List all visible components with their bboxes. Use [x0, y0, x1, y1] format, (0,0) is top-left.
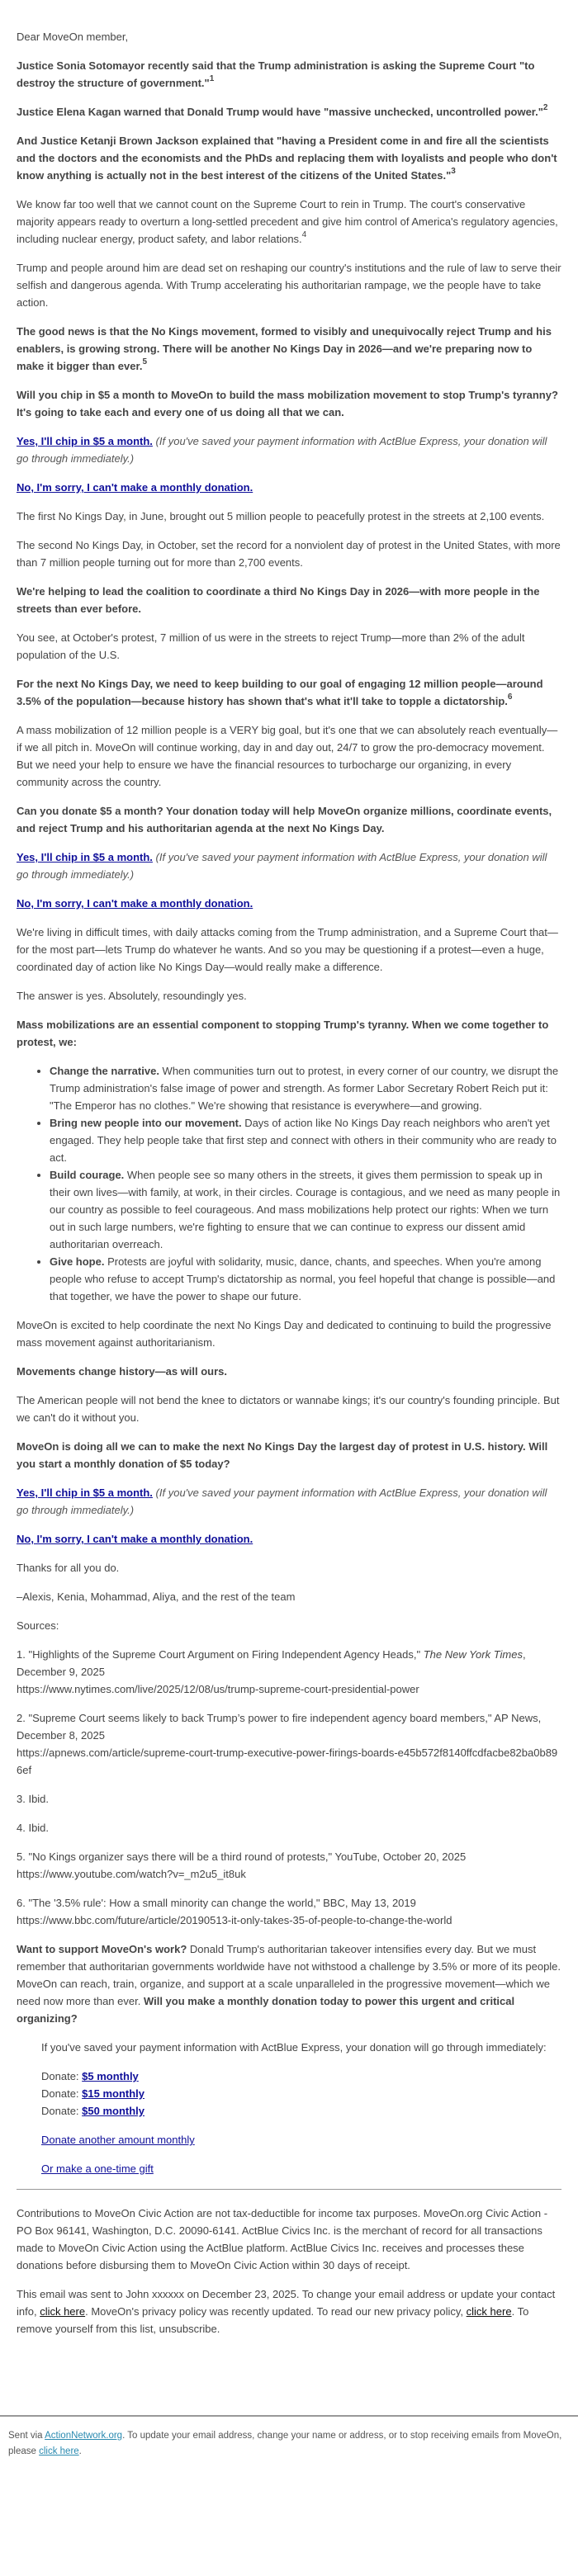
sources-label: Sources: [17, 1619, 59, 1632]
legal-disclaimer: Contributions to MoveOn Civic Action are not tax-deductible for income tax purposes. MoveOn.org Civic Action - PO Box 96141, Washington, D.C. 20090-6141. ActBlue Civics Inc. is the merchant of record for all transactions made to MoveOn Civic Action using the ActBlue platform. ActBlue Civics Inc. receives and processes these donations before disbursing them to MoveOn Civic Action within 30 days of receipt. [17, 2207, 548, 2271]
footnote-ref: 4 [301, 230, 307, 239]
list-item: • Give hope. Protests are joyful with solidarity, music, dance, chants, and speeches. When you're among people who refuse to accept Trump's dictatorship as normal, you feel hopeful that change is possible—and that together, we have the power to shape our future. [50, 1253, 561, 1305]
paragraph: We're living in difficult times, with daily attacks coming from the Trump administration, and a Supreme Court that—for the most part—lets Trump do whatever he wants. And so you may be questioning if a protest—even a huge, coordinated day of action like No Kings Day—would really make a difference. [17, 926, 558, 973]
paragraph: MoveOn is doing all we can to make the next No Kings Day the largest day of protest in U.S. history. Will you start a monthly donation of $5 today? [17, 1440, 548, 1470]
action-network-link[interactable]: ActionNetwork.org [45, 2431, 123, 2441]
paragraph: Mass mobilizations are an essential component to stopping Trump's tyranny. When we come together to protest, we: [17, 1019, 549, 1048]
donate-15-monthly-link[interactable]: $15 monthly [82, 2087, 145, 2100]
closing: Thanks for all you do. [17, 1562, 120, 1574]
paragraph: Justice Sonia Sotomayor recently said that the Trump administration is asking the Supreme Court "to destroy the structure of government."$^1$ [17, 59, 535, 89]
footnote-ref: 2 [542, 103, 548, 112]
list-item: • Build courage. When people see so many others in the streets, it gives them permission to speak up in their own lives—with family, at work, in their circles. Courage is contagious, and we need as many people in our country as possible to feel courageous. And mass mobilizations help protect our rights: When we turn out in such large numbers, we're fighting to ensure that we can continue to express our dissent amid authoritarian overreach. [50, 1166, 561, 1253]
footnote-ref: 3 [451, 167, 456, 176]
appeal-paragraph: Want to support MoveOn's work? Donald Trump's authoritarian takeover intensifies every day. But we must remember that authoritarian governments worldwide have not withstood a challenge by 3.5% or more of its people. MoveOn can reach, train, organize, and support at a scale unparalleled in the progressive movement—which we need now more than ever. Will you make a monthly donation today to power this urgent and critical organizing? [17, 1943, 561, 2025]
paragraph: We're helping to lead the coalition to coordinate a third No Kings Day in 2026—with more people in the streets than ever before. [17, 585, 540, 615]
source-url: https://www.nytimes.com/live/2025/12/08/us/trump-supreme-court-presidential-power [17, 1683, 419, 1695]
donate-intro: If you've saved your payment information with ActBlue Express, your donation will go through immediately: [41, 2041, 547, 2054]
footnote-ref: 1 [209, 74, 215, 83]
paragraph: The second No Kings Day, in October, set the record for a nonviolent day of protest in the United States, with more than 7 million people turning out for more than 2,700 events. [17, 539, 561, 569]
paragraph: A mass mobilization of 12 million people is a VERY big goal, but it's one that we can absolutely reach eventually—if we all pitch in. MoveOn will continue working, day in and day out, 24/7 to grow the pro-democracy movement. But we need your help to ensure we have the financial resources to turbocharge our organizing, in every community across the country. [17, 724, 558, 788]
source-url: https://apnews.com/article/supreme-court-trump-executive-power-firings-boards-e45b572f8140ffcdfacbe82ba0b896ef [17, 1746, 558, 1776]
action-network-footer: Sent via ActionNetwork.org. To update your email address, change your name or address, or to stop receiving emails from MoveOn, please click here. [0, 2415, 578, 2484]
paragraph: You see, at October's protest, 7 million of us were in the streets to reject Trump—more than 2% of the adult population of the U.S. [17, 631, 525, 661]
reasons-list [17, 1062, 561, 1305]
cta-note: (If you've saved your payment information with ActBlue Express, your donation will go through immediately.) [17, 851, 547, 881]
source-item: 1. "Highlights of the Supreme Court Argument on Firing Independent Agency Heads," The New York Times, December 9, 2025 https://www.nytimes.com/live/2025/12/08/us/trump-supreme-court-presidential-power [17, 1648, 526, 1695]
paragraph: For the next No Kings Day, we need to keep building to our goal of engaging 12 million people—around 3.5% of the population—because history has shown that's what it'll take to topple a dictatorship.$^6$ [17, 678, 543, 707]
manage-subscription-link[interactable]: click here [39, 2446, 79, 2456]
source-item: 4. Ibid. [17, 1822, 50, 1834]
greeting: Dear MoveOn member, [17, 31, 129, 43]
no-donate-link[interactable]: No, I'm sorry, I can't make a monthly donation. [17, 897, 253, 910]
paragraph: MoveOn is excited to help coordinate the next No Kings Day and dedicated to continuing to build the progressive mass movement against authoritarianism. [17, 1319, 552, 1349]
cta-no [17, 479, 561, 496]
donate-box [17, 2039, 561, 2177]
yes-donate-link[interactable]: Yes, I'll chip in $5 a month. [17, 1487, 153, 1499]
no-donate-link[interactable]: No, I'm sorry, I can't make a monthly donation. [17, 481, 253, 494]
yes-donate-link[interactable]: Yes, I'll chip in $5 a month. [17, 851, 153, 863]
yes-donate-link[interactable]: Yes, I'll chip in $5 a month. [17, 435, 153, 447]
email-footer: This email was sent to John xxxxxx on December 23, 2025. To change your email address or update your contact info, click here. MoveOn's privacy policy was recently updated. To read our new privacy policy, click here. To remove yourself from this list, unsubscribe. [17, 2288, 556, 2335]
divider [17, 2189, 561, 2190]
source-url: https://www.youtube.com/watch?v=_m2u5_it8uk [17, 1868, 246, 1880]
donate-5-monthly-link[interactable]: $5 monthly [82, 2070, 139, 2082]
source-item: 2. "Supreme Court seems likely to back Trump’s power to fire independent agency board members," AP News, December 8, 2025 https://apnews.com/article/supreme-court-trump-executive-power-firings-boards-e45b572f8140ffcdfacbe82ba0b896ef [17, 1712, 558, 1776]
privacy-policy-link[interactable]: click here [466, 2305, 512, 2318]
one-time-gift-link[interactable]: Or make a one-time gift [41, 2162, 154, 2175]
paragraph: Trump and people around him are dead set on reshaping our country's institutions and the rule of law to serve their selfish and dangerous agenda. With Trump accelerating his authoritarian rampage, we the people have to take action. [17, 262, 561, 309]
paragraph: Movements change history—as will ours. [17, 1365, 228, 1378]
paragraph: The good news is that the No Kings movement, formed to visibly and unequivocally reject Trump and his enablers, is growing strong. There will be another No Kings Day in 2026—and we're preparing now to make it bigger than ever.$^5$ [17, 325, 552, 372]
paragraph: The answer is yes. Absolutely, resoundingly yes. [17, 990, 247, 1002]
cta-yes [17, 848, 561, 883]
source-item: 6. "The '3.5% rule': How a small minority can change the world," BBC, May 13, 2019 https://www.bbc.com/future/article/20190513-it-only-takes-35-of-people-to-change-the-world [17, 1897, 452, 1926]
cta-no [17, 895, 561, 912]
source-item: 5. "No Kings organizer says there will be a third round of protests," YouTube, October 20, 2025 https://www.youtube.com/watch?v=_m2u5_it8uk [17, 1850, 467, 1880]
cta-yes [17, 1484, 561, 1519]
cta-yes [17, 432, 561, 467]
signature: –Alexis, Kenia, Mohammad, Aliya, and the rest of the team [17, 1591, 296, 1603]
paragraph: We know far too well that we cannot count on the Supreme Court to rein in Trump. The court's conservative majority appears ready to overturn a long-settled precedent and give him control of America's regulatory agencies, including nuclear energy, product safety, and labor relations.$^4$ [17, 198, 558, 245]
paragraph: Justice Elena Kagan warned that Donald Trump would have "massive unchecked, uncontrolled power."$^2$ [17, 103, 548, 118]
cta-note: (If you've saved your payment information with ActBlue Express, your donation will go through immediately.) [17, 435, 547, 465]
cta-note: (If you've saved your payment information with ActBlue Express, your donation will go through immediately.) [17, 1487, 547, 1516]
footnote-ref: 6 [507, 692, 513, 702]
list-item: • Bring new people into our movement. Days of action like No Kings Day reach neighbors who aren't yet engaged. They help people take that first step and connect with others in their community who are ready to act. [50, 1114, 561, 1166]
donate-options: Donate: $5 monthly Donate: $15 monthly Donate: $50 monthly [41, 2070, 145, 2117]
donate-50-monthly-link[interactable]: $50 monthly [82, 2105, 145, 2117]
source-url: https://www.bbc.com/future/article/20190513-it-only-takes-35-of-people-to-change-the-world [17, 1914, 452, 1926]
no-donate-link[interactable]: No, I'm sorry, I can't make a monthly donation. [17, 1533, 253, 1545]
paragraph: The American people will not bend the knee to dictators or wannabe kings; it's our country's founding principle. But we can't do it without you. [17, 1394, 560, 1424]
source-item: 3. Ibid. [17, 1793, 50, 1805]
update-contact-link[interactable]: click here [40, 2305, 86, 2318]
footnote-ref: 5 [142, 357, 148, 366]
paragraph: The first No Kings Day, in June, brought out 5 million people to peacefully protest in the streets at 2,100 events. [17, 510, 545, 522]
donate-other-amount-link[interactable]: Donate another amount monthly [41, 2134, 195, 2146]
paragraph: Will you chip in $5 a month to MoveOn to build the mass mobilization movement to stop Trump's tyranny? It's going to take each and every one of us doing all that we can. [17, 389, 558, 418]
cta-no [17, 1530, 561, 1548]
paragraph: And Justice Ketanji Brown Jackson explained that "having a President come in and fire all the scientists and the doctors and the economists and the PhDs and replacing them with loyalists and people who don't know anything is actually not in the best interest of the citizens of the United States."$^3$ [17, 135, 557, 182]
paragraph: Can you donate $5 a month? Your donation today will help MoveOn organize millions, coordinate events, and reject Trump and his authoritarian agenda at the next No Kings Day. [17, 805, 552, 834]
list-item: • Change the narrative. When communities turn out to protest, in every corner of our country, we disrupt the Trump administration's false image of power and strength. As former Labor Secretary Robert Reich put it: "The Emperor has no clothes." We're showing that resistance is everywhere—and growing. [50, 1062, 561, 1114]
